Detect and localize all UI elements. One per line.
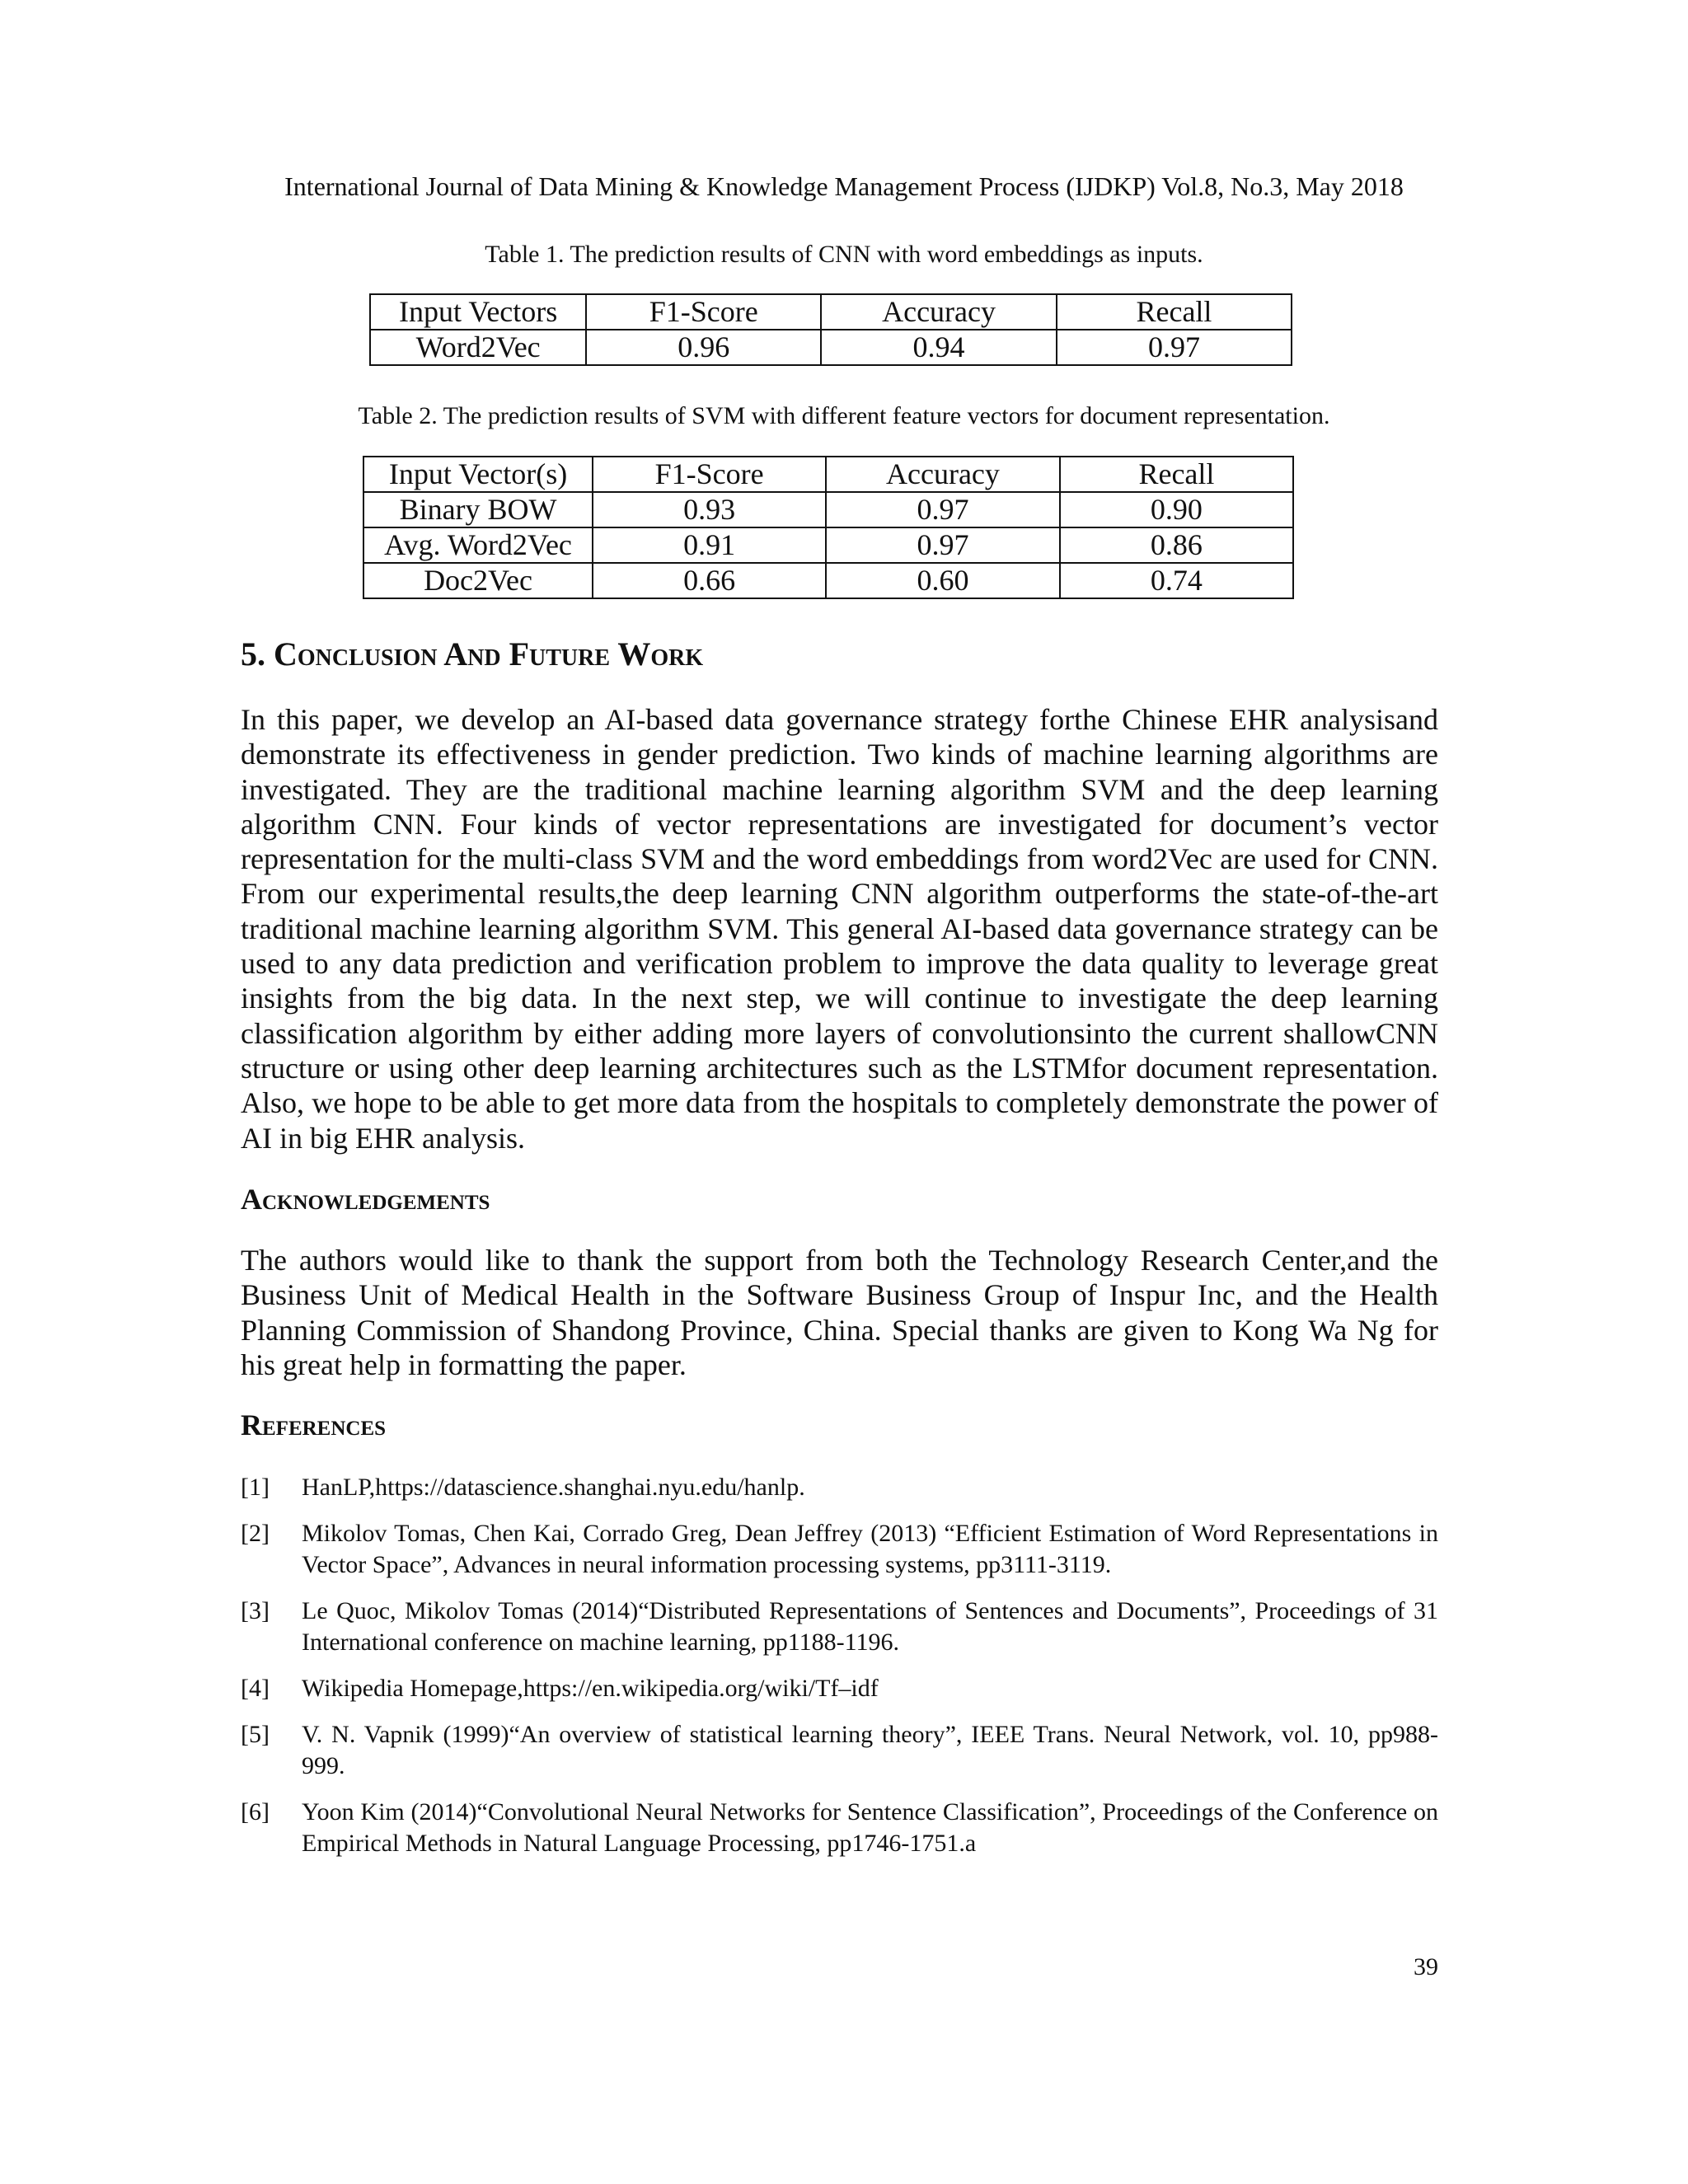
reference-number: [4]: [241, 1675, 270, 1702]
table-cell: Binary BOW: [363, 492, 593, 527]
reference-item: [241, 1472, 1438, 1503]
table1-header-cell: Input Vectors: [370, 294, 586, 330]
reference-text: Mikolov Tomas, Chen Kai, Corrado Greg, Dean Jeffrey (2013) “Efficient Estimation of Word Representations in Vector Space”, Advances in neural information processing systems, pp3111-3119.: [302, 1520, 1438, 1578]
acknowledgements-heading: Acknowledgements: [241, 1183, 490, 1216]
table-row: [363, 563, 1293, 598]
journal-header: International Journal of Data Mining & Knowledge Management Process (IJDKP) Vol.8, No.3, May 2018: [284, 171, 1404, 201]
reference-number: [6]: [241, 1798, 270, 1825]
table-cell: 0.66: [593, 563, 826, 598]
acknowledgements-body: The authors would like to thank the support from both the Technology Research Center,and the Business Unit of Medical Health in the Software Business Group of Inspur Inc, and the Health Planning Commission of Shandong Province, China. Special thanks are given to Kong Wa Ng for his great help in formatting the paper.: [241, 1244, 1438, 1381]
reference-number: [1]: [241, 1474, 270, 1501]
reference-text: Yoon Kim (2014)“Convolutional Neural Networks for Sentence Classification”, Proceedings of the Conference on Empirical Methods in Natural Language Processing, pp1746-1751.a: [302, 1798, 1438, 1857]
conclusion-heading: 5. Conclusion And Future Work: [241, 635, 704, 673]
table1-caption: Table 1. The prediction results of CNN with word embeddings as inputs.: [485, 241, 1203, 268]
table2-header-cell: Recall: [1060, 457, 1293, 492]
table-cell: 0.74: [1060, 563, 1293, 598]
table2-header-row: [363, 457, 1293, 492]
table2: [363, 456, 1294, 599]
reference-number: [5]: [241, 1721, 270, 1748]
references-heading: References: [241, 1408, 387, 1441]
table-cell: 0.97: [826, 492, 1060, 527]
table-cell: 0.91: [593, 527, 826, 563]
reference-text: Wikipedia Homepage,https://en.wikipedia.org/wiki/Tf–idf: [302, 1675, 879, 1702]
reference-item: [241, 1719, 1438, 1782]
table-cell: Doc2Vec: [363, 563, 593, 598]
table1: [369, 293, 1292, 366]
table-cell: 0.97: [1057, 330, 1292, 365]
table-row: [363, 492, 1293, 527]
page-number: 39: [1414, 1953, 1438, 1980]
table-row: [363, 527, 1293, 563]
table-cell: 0.96: [586, 330, 821, 365]
reference-text: V. N. Vapnik (1999)“An overview of statistical learning theory”, IEEE Trans. Neural Network, vol. 10, pp988-999.: [302, 1721, 1438, 1779]
references-list: [241, 1472, 1438, 1874]
reference-item: [241, 1673, 1438, 1704]
reference-item: [241, 1596, 1438, 1658]
conclusion-body: In this paper, we develop an AI-based data governance strategy forthe Chinese EHR analysisand demonstrate its effectiveness in gender prediction. Two kinds of machine learning algorithms are investigated. They are the traditional machine learning algorithm SVM and the deep learning algorithm CNN. Four kinds of vector representations are investigated for document’s vector representation for the multi-class SVM and the word embeddings from word2Vec are used for CNN. From our experimental results,the deep learning CNN algorithm outperforms the state-of-the-art traditional machine learning algorithm SVM. This general AI-based data governance strategy can be used to any data prediction and verification problem to improve the data quality to leverage great insights from the big data. In the next step, we will continue to investigate the deep learning classification algorithm by either adding more layers of convolutionsinto the current shallowCNN structure or using other deep learning architectures such as the LSTMfor document representation. Also, we hope to be able to get more data from the hospitals to completely demonstrate the power of AI in big EHR analysis.: [241, 703, 1438, 1155]
table-row: [370, 330, 1292, 365]
table2-header-cell: Accuracy: [826, 457, 1060, 492]
table2-caption: Table 2. The prediction results of SVM with different feature vectors for document representation.: [358, 402, 1330, 429]
table-cell: 0.86: [1060, 527, 1293, 563]
table-cell: 0.97: [826, 527, 1060, 563]
table-cell: Word2Vec: [370, 330, 586, 365]
reference-number: [3]: [241, 1597, 270, 1624]
table-cell: Avg. Word2Vec: [363, 527, 593, 563]
table1-header-cell: F1-Score: [586, 294, 821, 330]
table1-header-row: [370, 294, 1292, 330]
table2-header-cell: F1-Score: [593, 457, 826, 492]
reference-number: [2]: [241, 1520, 270, 1547]
reference-text: Le Quoc, Mikolov Tomas (2014)“Distributed Representations of Sentences and Documents”, Proceedings of 31 International conference on machine learning, pp1188-1196.: [302, 1597, 1438, 1656]
table-cell: 0.94: [821, 330, 1057, 365]
table1-header-cell: Recall: [1057, 294, 1292, 330]
table2-header-cell: Input Vector(s): [363, 457, 593, 492]
table-cell: 0.90: [1060, 492, 1293, 527]
reference-text: HanLP,https://datascience.shanghai.nyu.edu/hanlp.: [302, 1474, 805, 1501]
table-cell: 0.93: [593, 492, 826, 527]
reference-item: [241, 1797, 1438, 1859]
reference-item: [241, 1518, 1438, 1581]
table-cell: 0.60: [826, 563, 1060, 598]
table1-header-cell: Accuracy: [821, 294, 1057, 330]
